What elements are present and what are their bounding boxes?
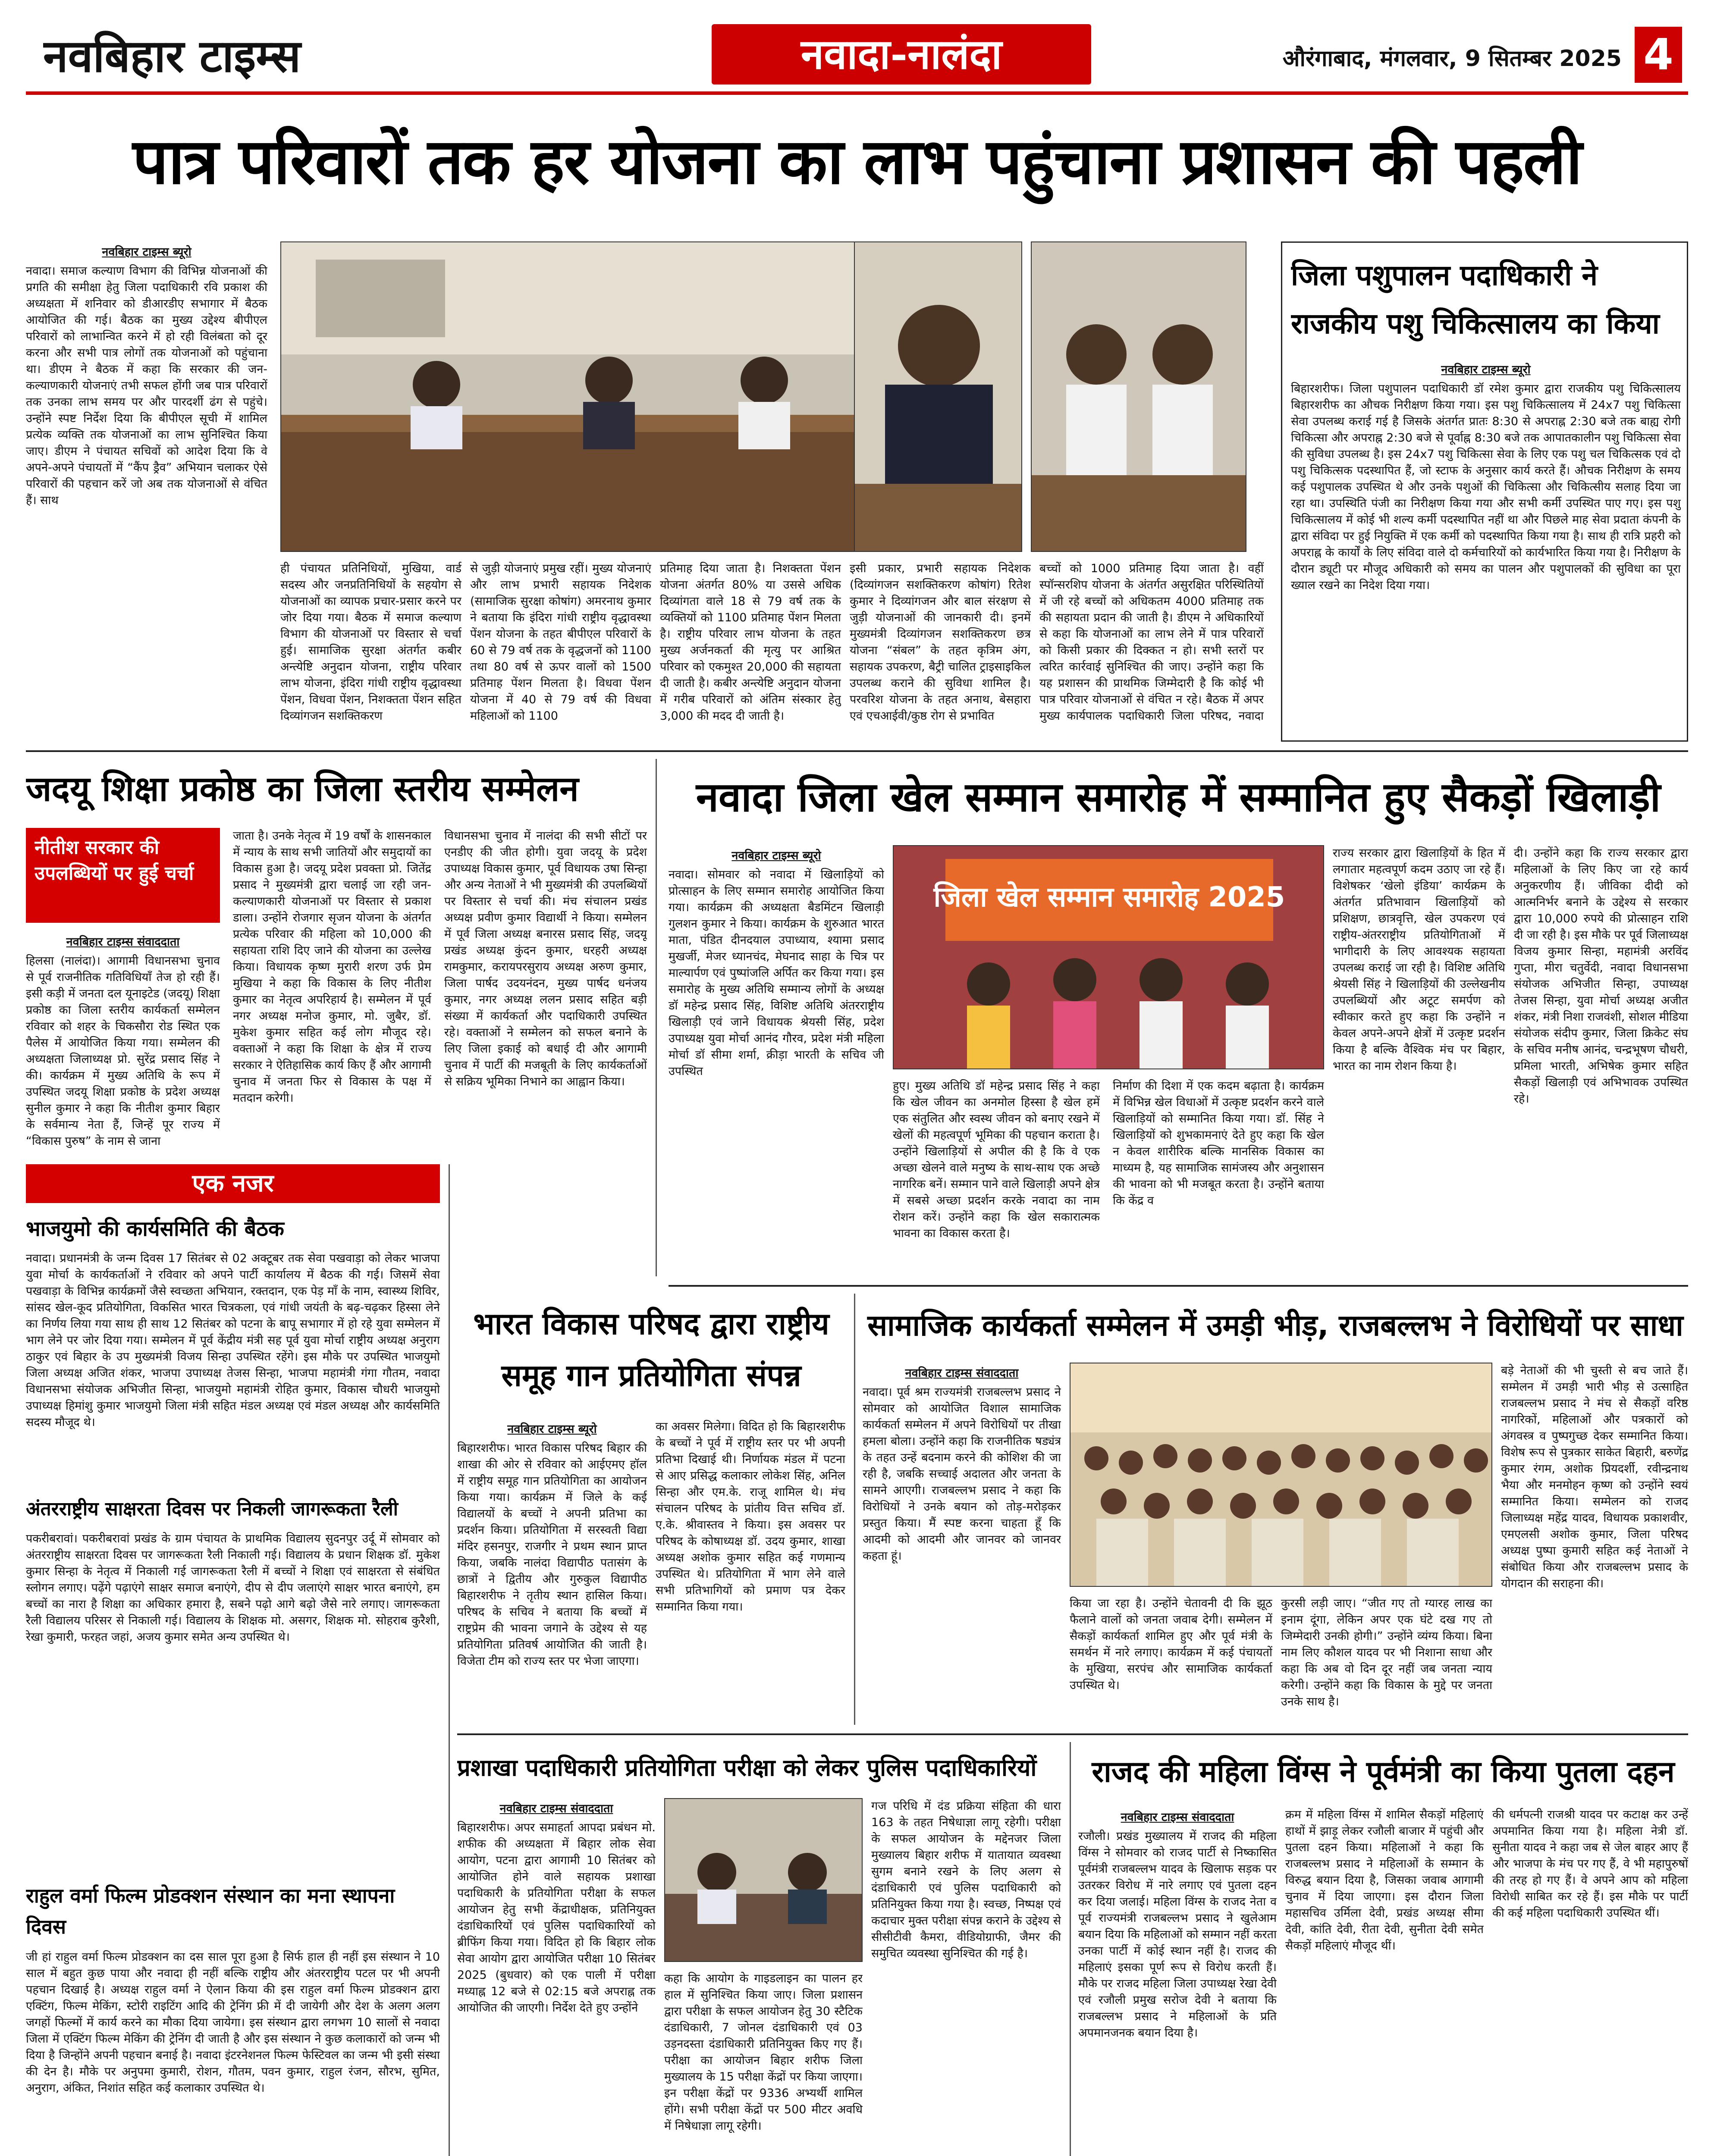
mahila-column-3	[1492, 1807, 1688, 2156]
police-column-2	[664, 1971, 863, 2156]
police-byline: नवबिहार टाइम्स संवाददाता	[499, 1802, 613, 1815]
jdu-column-3	[444, 828, 647, 1156]
samuh-gaan-text-1: बिहारशरीफ। भारत विकास परिषद बिहार की शाखा की ओर से रविवार को आईएमए हॉल में राष्ट्रीय समूह गान प्रतियोगिता का आयोजन किया गया। कार्यक्रम में जिले के कई विद्यालयों के बच्चों ने अपनी प्रतिभा का प्रदर्शन किया। प्रतियोगिता में सरस्वती विद्या मंदिर हसनपुर, राजगीर ने प्रथम स्थान प्राप्त किया, जबकि नालंदा विद्यापीठ पतासंग के छात्रों ने द्वितीय और गुरुकुल विद्यापीठ बिहारशरीफ ने तृतीय स्थान हासिल किया। परिषद के सचिव ने बताया कि बच्चों में राष्ट्रप्रेम की भावना जगाने के उद्देश्य से यह प्रतियोगिता प्रतिवर्ष आयोजित की जाती है। विजेता टीम को राज्य स्तर पर भेजा जाएगा।	[457, 1442, 647, 1668]
samajik-column-3	[1281, 1595, 1492, 1725]
police-column-1	[457, 1798, 656, 2156]
ek-nazar-headline-3: राहुल वर्मा फिल्म प्रोडक्शन संस्थान का मना स्थापना दिवस	[26, 1884, 395, 1938]
police-mahila-divider	[1070, 1742, 1071, 2156]
lead-column-3	[470, 561, 651, 724]
ek-nazar-text-column-2	[26, 1531, 440, 1867]
police-meeting-photo	[664, 1798, 863, 1962]
khel-text-2: हुए। मुख्य अतिथि डॉ महेन्द्र प्रसाद सिंह ने कहा कि खेल जीवन का अनमोल हिस्सा है खेल हमें एक संतुलित और स्वस्थ जीवन को बनाए रखने में खेलों की महत्वपूर्ण भूमिका की पहचान कराता है। उन्होंने खिलाड़ियों से अपील की है कि वे एक अच्छा खेलने वाले मनुष्य के साथ-साथ एक अच्छे नागरिक बनें। सम्मान पाने वाले खिलाड़ी अपने क्षेत्र में सबसे अच्छा प्रदर्शन करके नवादा का नाम रोशन करें। उन्होंने कहा कि खेल सकारात्मक भावना का विकास करता है।	[893, 1079, 1100, 1240]
lead-section-rule	[26, 750, 1688, 752]
mahila-text-1: रजौली। प्रखंड मुख्यालय में राजद की महिला विंग्स ने सोमवार को राजद पार्टी से निष्कासित पूर्वमंत्री राजबल्लभ यादव के खिलाफ सड़क पर उतरकर विरोध में नारे लगाए एवं पुतला दहन कर दिया जलाई। महिला विंग्स के राजद नेता व पूर्व राज्यमंत्री राजबल्लभ प्रसाद ने खुलेआम बयान दिया कि महिलाओं को सम्मान नहीं करता उनका पार्टी में कोई स्थान नहीं है। राजद की महिलाएं इसका पूर्ण रूप से विरोध करती हैं। मौके पर राजद महिला जिला उपाध्यक्ष रेखा देवी एवं रजौली प्रमुख सरोज देवी ने बताया कि राजबल्लभ प्रसाद ने महिलाओं के प्रति अपमानजनक बयान दिया है।	[1078, 1830, 1277, 2040]
samuh-gaan-byline: नवबिहार टाइम्स ब्यूरो	[507, 1423, 597, 1436]
section-label: नवादा-नालंदा	[800, 30, 1002, 78]
police-text-1: बिहारशरीफ। अपर समाहर्ता आपदा प्रबंधन मो. शफीक की अध्यक्षता में बिहार लोक सेवा आयोग, पटना द्वारा आगामी 10 सितंबर को आयोजित होने वाले सहायक प्रशाखा पदाधिकारी के प्रतियोगिता परीक्षा के सफल आयोजन हेतु सभी केंद्राधीक्षक, प्रतिनियुक्त दंडाधिकारियों एवं पुलिस पदाधिकारियों को ब्रीफिंग किया गया। विदित हो कि बिहार लोक सेवा आयोग द्वारा आयोजित परीक्षा 10 सितंबर 2025 (बुधवार) को एक पाली में परीक्षा मध्याह्न 12 बजे से 02:15 बजे अपराह्न तक आयोजित की जाएगी। निर्देश देते हुए उन्होंने	[457, 1821, 656, 2015]
paper-name: नवबिहार टाइम्स	[43, 30, 301, 82]
jdu-headline: जदयू शिक्षा प्रकोष्ठ का जिला स्तरीय सम्मेलन	[26, 769, 579, 809]
khel-stage-photo	[893, 845, 1324, 1069]
lead-column-1	[26, 241, 267, 724]
masthead	[26, 24, 1688, 89]
vet-text: बिहारशरीफ। जिला पशुपालन पदाधिकारी डॉ रमेश कुमार द्वारा राजकीय पशु चिकित्सालय बिहारशरीफ का औचक निरीक्षण किया गया। इस पशु चिकित्सालय में 24x7 पशु चिकित्सा सेवा उपलब्ध कराई गई है जिसके अंतर्गत प्रातः 8:30 से अपराह्न 2:30 बजे तक बाह्य रोगी चिकित्सा और अपराह्न 2:30 बजे से पूर्वाह्न 8:30 बजे तक आपातकालीन पशु चिकित्सा सेवा की सुविधा उपलब्ध है। इस 24x7 पशु चिकित्सा सेवा के लिए एक पशु चल चिकित्सक एवं दो पशु चिकित्सक पदस्थापित हैं, जो स्टाफ के अनुसार कार्य करते हैं। औचक निरीक्षण के समय कई पशुपालक उपस्थित थे और उनके पशुओं की चिकित्सा और चिकित्सीय सलाह दिया जा रहा था। उपस्थिति पंजी का निरीक्षण किया गया और सभी कर्मी उपस्थित पाए गए। इस पशु चिकित्सालय में कोई भी शल्य कर्मी पदस्थापित नहीं था और पिछले माह सेवा प्रदाता कंपनी के द्वारा संविदा पर हुई नियुक्ति में एक कर्मी को पदस्थापित किया गया है। साथ ही रात्रि प्रहरी को अपराह्न के कार्यों के लिए संविदा वाले दो कर्मचारियों को कार्यभारित किया गया है। निरीक्षण के दौरान ड्यूटी पर मौजूद अधिकारी को समय का पालन और पशुपालकों की सुविधा का पूरा ख्याल रखने का निदेश दिया गया।	[1291, 382, 1681, 592]
ek-nazar-headline-2: अंतरराष्ट्रीय साक्षरता दिवस पर निकली जागरूकता रैली	[26, 1498, 399, 1520]
ek-nazar-text-3: जी हां राहुल वर्मा फिल्म प्रोडक्शन का दस साल पूरा हुआ है सिर्फ हाल ही नहीं इस संस्थान ने 10 साल में बहुत कुछ पाया और नवादा ही नहीं बल्कि राष्ट्रीय और अंतरराष्ट्रीय पटल पर भी अपनी पहचान दिखाई है। अध्यक्ष राहुल वर्मा ने ऐलान किया की इस राहुल वर्मा फिल्म प्रोडक्शन द्वारा एक्टिंग, फिल्म मेकिंग, स्टोरी राइटिंग आदि की ट्रेनिंग फ्री में दी जायेगी और देश के अलग अलग जगहों फिल्मों में कार्य करने का मौका दिया जायेगा। इस संस्थान द्वारा लगभग 10 सालों से नवादा जिला में एक्टिंग फिल्म मेकिंग की ट्रेनिंग दी जाती है और इस संस्थान ने कुछ कलाकारों को जन्म भी दिया है जिन्होंने अपनी पहचान बनाई है। नवादा इंटरनेशनल फिल्म फेस्टिवल का जन्म भी इसी संस्था की देन है। मौके पर अनुपमा कुमारी, रोशन, गौतम, पवन कुमार, राहुल रंजन, सौरभ, सुमित, अनुराग, अंकित, निशांत सहित कई कलाकार उपस्थित थे।	[26, 1950, 440, 2095]
khel-text-1: नवादा। सोमवार को नवादा में खिलाड़ियों को प्रोत्साहन के लिए सम्मान समारोह आयोजित किया गया। कार्यक्रम की अध्यक्षता बैडमिंटन खिलाड़ी गुलशन कुमार ने किया। कार्यक्रम के शुरुआत भारत माता, पंडित दीनदयाल उपाध्याय, श्यामा प्रसाद मुखर्जी, मेजर ध्यानचंद, मेघनाद साहा के चित्र पर माल्यार्पण एवं पुष्पांजलि अर्पित कर किया गया। इस समारोह के मुख्य अतिथि सम्मान्य लोगों के अध्यक्ष डॉ महेन्द्र प्रसाद सिंह, विशिष्ट अतिथि अंतरराष्ट्रीय खिलाड़ी एवं जाने विधायक श्रेयसी सिंह, प्रदेश उपाध्यक्ष युवा मोर्चा आनंद गौरव, प्रदेश मंत्री महिला मोर्चा डॉ सीमा शर्मा, क्रीड़ा भारती के सचिव जी उपस्थित	[669, 868, 884, 1078]
samuh-gaan-column-1	[457, 1419, 647, 1720]
lead-headline: पात्र परिवारों तक हर योजना का लाभ पहुंचाना प्रशासन की पहली	[132, 125, 1582, 198]
lead-column-2	[280, 561, 461, 724]
ek-nazar-text-2: पकरीबरावां। पकरीबरावां प्रखंड के ग्राम पंचायत के प्राथमिक विद्यालय सुदनपुर उर्दू में सोमवार को अंतरराष्ट्रीय साक्षरता दिवस पर जागरूकता रैली निकाली गई। विद्यालय के प्रधान शिक्षक डॉ. मुकेश कुमार सिन्हा के नेतृत्व में निकाली गई जागरूकता रैली में बच्चों ने शिक्षा एवं साक्षरता से संबंधित स्लोगन लगाए। पढ़ेंगे पढ़ाएंगे साक्षर समाज बनाएंगे, दीप से दीप जलाएंगे साक्षर भारत बनाएंगे, हम बच्चों का नारा है शिक्षा का अधिकार हमारा है, सबने पढ़ो आगे बढ़ो जैसे नारे लगाए। जागरूकता रैली विद्यालय परिसर से निकाली गई। विद्यालय के शिक्षक मो. असगर, शिक्षक मो. सोहराब कुरैशी, रेखा कुमारी, फरहत जहां, अजय कुमार समेत अन्य उपस्थित थे।	[26, 1532, 440, 1644]
lead-text-1: नवादा। समाज कल्याण विभाग की विभिन्न योजनाओं की प्रगति की समीक्षा हेतु जिला पदाधिकारी रवि प्रकाश की अध्यक्षता में शनिवार को डीआरडीए सभागार में बैठक आयोजित की गई। बैठक का मुख्य उद्देश्य बीपीएल परिवारों को लाभान्वित करने में हो रही विलंबता को दूर करना और सभी पात्र लोगों तक योजनाओं को पहुंचाना था। डीएम ने बैठक में कहा कि सरकार की जन-कल्याणकारी योजनाएं तभी सफल होंगी जब पात्र परिवारों तक उनका लाभ समय पर और पारदर्शी ढंग से पहुंचे। उन्होंने स्पष्ट निर्देश दिया कि बीपीएल सूची में शामिल प्रत्येक व्यक्ति तक योजनाओं का लाभ सुनिश्चित किया जाए। डीएम ने पंचायत सचिवों को आदेश दिया कि वे अपने-अपने पंचायतों में “कैंप ड्रैव” अभियान चलाकर ऐसे परिवारों की पहचान करें जो अब तक योजनाओं से वंचित हैं। साथ	[26, 264, 267, 507]
police-column-3	[871, 1798, 1061, 2156]
ek-nazar-headline-1: भाजयुमो की कार्यसमिति की बैठक	[26, 1217, 284, 1241]
jdu-column-1	[26, 931, 220, 1156]
jdu-text-1: हिलसा (नालंदा)। आगामी विधानसभा चुनाव से पूर्व राजनीतिक गतिविधियाँ तेज हो रही हैं। इसी कड़ी में जनता दल यूनाइटेड (जदयू) शिक्षा प्रकोष्ठ का जिला स्तरीय कार्यकर्ता सम्मेलन रविवार को शहर के चिकसौरा रोड स्थित एक पैलेस में आयोजित किया गया। सम्मेलन की अध्यक्षता जिलाध्यक्ष प्रो. सुरेंद्र प्रसाद सिंह ने की। कार्यक्रम में मुख्य अतिथि के रूप में उपस्थित जदयू शिक्षा प्रकोष्ठ के प्रदेश अध्यक्ष सुनील कुमार ने कहा कि नीतीश कुमार बिहार के सर्वमान्य नेता हैं, जिन्हें पूर राज्य में “विकास पुरुष” के नाम से जाना	[26, 954, 220, 1148]
samajik-text-4: बड़े नेताओं की भी चुस्ती से बच जाते हैं। सम्मेलन में उमड़ी भारी भीड़ से उत्साहित राजबल्लभ प्रसाद ने मंच से सैकड़ों वरिष्ठ नागरिकों, महिलाओं और पत्रकारों को अंगवस्त्र व पुष्पगुच्छ देकर सम्मानित किया। विशेष रूप से पुत्रकार साकेत बिहारी, बरुणेंद्र कुमार रंगम, अशोक प्रियदर्शी, रवीन्द्रनाथ भैया और मनमोहन कृष्ण को उन्होंने स्वयं सम्मानित किया। सम्मेलन को राजद जिलाध्यक्ष महेंद्र यादव, विधायक प्रकाशवीर, एमएलसी अशोक कुमार, जिला परिषद अध्यक्ष पुष्पा कुमारी सहित कई नेताओं ने संबोधित किया और राजबल्लभ प्रसाद के योगदान की सराहना की।	[1501, 1364, 1688, 1590]
samuh-gaan-headline: भारत विकास परिषद द्वारा राष्ट्रीय समूह गान प्रतियोगिता संपन्न	[473, 1306, 829, 1393]
vet-text-column	[1291, 359, 1681, 734]
khel-column-1	[669, 845, 884, 1276]
jdu-byline: नवबिहार टाइम्स संवाददाता	[66, 935, 180, 949]
page-number: 4	[1635, 27, 1682, 83]
ek-nazar-text-column-1	[26, 1250, 440, 1483]
khel-section-rule	[669, 1285, 1688, 1287]
lead-text-4: प्रतिमाह दिया जाता है। निशक्तता पेंशन योजना अंतर्गत 80% या उससे अधिक दिव्यांगता वाले 18 से 79 वर्ष तक के व्यक्तियों को 1100 प्रतिमाह पेंशन मिलता है। राष्ट्रीय परिवार लाभ योजना के तहत मुख्य अर्जनकर्ता की मृत्यु पर आश्रित परिवार को एकमुश्त 20,000 की सहायता दी जाती है। कबीर अन्त्येष्टि अनुदान योजना में गरीब परिवारों को अंतिम संस्कार हेतु 3,000 की मदद दी जाती है।	[660, 562, 841, 723]
khel-column-3	[1113, 1078, 1324, 1276]
vet-box	[1281, 241, 1688, 742]
samuh-gaan-column-2	[656, 1419, 845, 1720]
ek-nazar-divider	[449, 1164, 450, 2156]
police-headline: प्रशाखा पदाधिकारी प्रतियोगिता परीक्षा को लेकर पुलिस पदाधिकारियों	[457, 1754, 1037, 1781]
samajik-text-1: नवादा। पूर्व श्रम राज्यमंत्री राजबल्लभ प्रसाद ने सोमवार को आयोजित विशाल सामाजिक कार्यकर्ता सम्मेलन में अपने विरोधियों पर तीखा हमला बोला। उन्होंने कहा कि राजनीतिक षड्यंत्र के तहत उन्हें बदनाम करने की कोशिश की जा रही है, जबकि सच्चाई अदालत और जनता के सामने आएगी। राजबल्लभ प्रसाद ने कहा कि विरोधियों ने उनके बयान को तोड़-मरोड़कर प्रस्तुत किया। मैं स्पष्ट करना चाहता हूँ कि आदमी को आदमी और जानवर को जानवर कहता हूं।	[863, 1385, 1061, 1563]
lead-official-photo	[854, 241, 1022, 552]
section-tab	[712, 24, 1091, 85]
samajik-text-2: किया जा रहा है। उन्होंने चेतावनी दी कि झूठ फैलाने वालों को जनता जवाब देगी। सम्मेलन में सैकड़ों कार्यकर्ता शामिल हुए और पूर्व मंत्री के समर्थन में नारे लगाए। कार्यक्रम में कई पंचायतों के मुखिया, सरपंच और सामाजिक कार्यकर्ता उपस्थित थे।	[1070, 1597, 1272, 1692]
police-meeting-image	[665, 1799, 863, 1962]
masthead-rule	[26, 91, 1688, 95]
samajik-text-3: कुरसी लड़ी जाए। “जीत गए तो ग्यारह लाख का इनाम दूंगा, लेकिन अपर एक घंटे दख गए तो जिम्मेदारी उनकी होगी।” उन्होंने व्यंग्य किया। बिना नाम लिए कौशल यादव पर भी निशाना साधा और कहा कि अब वो दिन दूर नहीं जब जनता न्याय करेगी। उन्होंने कहा कि विकास के मुद्दे पर जनता उनके साथ है।	[1281, 1597, 1492, 1708]
official-portrait-image	[855, 242, 1022, 552]
samajik-headline: सामाजिक कार्यकर्ता सम्मेलन में उमड़ी भीड़, राजबल्लभ ने विरोधियों पर साधा	[867, 1309, 1683, 1343]
jdu-column-2	[233, 828, 431, 1156]
stage-banner-text: जिला खेल सम्मान समारोह 2025	[933, 881, 1285, 913]
khel-byline: नवबिहार टाइम्स ब्यूरो	[731, 849, 821, 862]
lead-text-3: से जुड़ी योजनाएं प्रमुख रहीं। मुख्य योजनाएं और लाभ प्रभारी सहायक निदेशक (सामाजिक सुरक्षा कोषांग) अमरनाथ कुमार ने बताया कि इंदिरा गांधी राष्ट्रीय वृद्धावस्था पेंशन योजना के तहत बीपीएल परिवारों के 60 से 79 वर्ष तक के वृद्धजनों को 1100 तथा 80 वर्ष से ऊपर वालों को 1500 प्रतिमाह पेंशन मिलता है। विधवा पेंशन योजना में 40 से 79 वर्ष की विधवा महिलाओं को 1100	[470, 562, 651, 723]
mahila-text-2: क्रम में महिला विंग्स में शामिल सैकड़ों महिलाएं हाथों में झाड़ू लेकर रजौली बाजार में पहुंची और पुतला दहन किया। महिलाओं ने कहा कि राजबल्लभ प्रसाद ने महिलाओं के सम्मान के विरुद्ध बयान दिया है, जिसका जवाब आगामी चुनाव में दिया जाएगा। इस दौरान जिला महासचिव उर्मिला देवी, प्रखंड अध्यक्ष सीमा देवी, कांति देवी, रीता देवी, सुनीता देवी समेत सैकड़ों महिलाएं मौजूद थीं।	[1285, 1808, 1484, 1952]
lead-column-5	[850, 561, 1031, 724]
middle-section-rule	[457, 1733, 1688, 1735]
khel-column-2	[893, 1078, 1100, 1276]
lead-column-6	[1039, 241, 1264, 724]
mahila-column-1	[1078, 1807, 1277, 2156]
lead-text-5: इसी प्रकार, प्रभारी सहायक निदेशक (दिव्यांगजन सशक्तिकरण कोषांग) रितेश कुमार ने दिव्यांगजन और बाल संरक्षण से जुड़ी योजनाओं की जानकारी दी। इनमें मुख्यमंत्री दिव्यांगजन सशक्तिकरण छत्र योजना “संबल” के तहत कृत्रिम अंग, सहायक उपकरण, बैट्री चालित ट्राइसाइकिल उपलब्ध कराने की सुविधा शामिल है। परवरिश योजना के तहत अनाथ, बेसहारा एवं एचआईवी/कुष्ठ रोग से प्रभावित	[850, 562, 1031, 723]
stage-ceremony-image	[894, 846, 1324, 1069]
police-text-3: गज परिधि में दंड प्रक्रिया संहिता की धारा 163 के तहत निषेधाज्ञा लागू रहेगी। परीक्षा के सफल आयोजन के मद्देनजर जिला मुख्यालय बिहार शरीफ में यातायात व्यवस्था सुगम बनाने रखने के लिए अलग से दंडाधिकारी एवं पुलिस पदाधिकारी को प्रतिनियुक्त किया गया है। स्वच्छ, निष्पक्ष एवं कदाचार मुक्त परीक्षा संपन्न कराने के उद्देश्य से सीसीटीवी कैमरा, वीडियोग्राफी, जैमर की समुचित व्यवस्था सुनिश्चित की गई है।	[871, 1799, 1061, 1960]
jdu-khel-divider	[656, 759, 657, 1276]
samajik-column-1	[863, 1363, 1061, 1725]
lead-text-2: ही पंचायत प्रतिनिधियों, मुखिया, वार्ड सदस्य और जनप्रतिनिधियों के सहयोग से योजनाओं का व्यापक प्रचार-प्रसार करने पर जोर दिया गया। बैठक में समाज कल्याण विभाग की योजनाओं पर विस्तार से चर्चा हुई। सामाजिक सुरक्षा अंतर्गत कबीर अन्त्येष्टि अनुदान योजना, राष्ट्रीय परिवार लाभ योजना, इंदिरा गांधी राष्ट्रीय वृद्धावस्था पेंशन, विधवा पेंशन, निशक्तता पेंशन सहित दिव्यांगजन सशक्तिकरण	[280, 562, 461, 723]
mahila-headline: राजद की महिला विंग्स ने पूर्वमंत्री का किया पुतला दहन	[1092, 1755, 1675, 1789]
ek-nazar-text-column-3	[26, 1949, 440, 2156]
vet-headline: जिला पशुपालन पदाधिकारी ने राजकीय पशु चिकित्सालय का किया	[1291, 259, 1660, 340]
ek-nazar-title: एक नजर	[192, 1169, 274, 1197]
dateline: औरंगाबाद, मंगलवार, 9 सितम्बर 2025	[1282, 46, 1622, 72]
samuh-samajik-divider	[854, 1294, 855, 1725]
khel-text-5: दी। उन्होंने कहा कि राज्य सरकार द्वारा महिलाओं के लिए किए जा रहे कार्य अनुकरणीय हैं। जीविका दीदी को आत्मनिर्भर बनाने के उद्देश्य से सरकार द्वारा 10,000 रुपये की प्रोत्साहन राशि दी जा रही है। इस मौके पर पूर्व जिलाध्यक्ष विजय कुमार सिन्हा, महामंत्री अरविंद गुप्ता, मीरा चतुर्वेदी, नवादा विधानसभा संयोजक अभिजीत सिन्हा, उपाध्यक्ष तेजस सिन्हा, युवा मोर्चा अध्यक्ष अजीत शंकर, मंत्री निशा राजवंशी, सोशल मीडिया संयोजक संदीप कुमार, जिला क्रिकेट संघ के सचिव मनीष आनंद, चन्द्रभूषण चौधरी, प्रमिला भारती, अभिषेक कुमार सहित सैकड़ों खिलाड़ी एवं अभिभावक उपस्थित रहे।	[1514, 846, 1688, 1106]
samajik-byline: नवबिहार टाइम्स संवाददाता	[905, 1366, 1019, 1380]
samajik-column-2	[1070, 1595, 1272, 1725]
lead-column-4	[660, 561, 841, 724]
vet-byline: नवबिहार टाइम्स ब्यूरो	[1441, 363, 1531, 376]
crowd-image	[1070, 1363, 1492, 1587]
jdu-text-2: जाता है। उनके नेतृत्व में 19 वर्षों के शासनकाल में न्याय के साथ सभी जातियों और समुदायों का विकास हुआ है। जदयू प्रदेश प्रवक्ता प्रो. जितेंद्र प्रसाद ने मुख्यमंत्री द्वारा चलाई जा रही जन-कल्याणकारी योजनाओं पर विस्तार से प्रकाश डाला। उन्होंने रोजगार सृजन योजना के अंतर्गत प्रत्येक परिवार की महिला को 10,000 की सहायता राशि दिए जाने की योजना का उल्लेख किया। विधायक कृष्ण मुरारी शरण उर्फ प्रेम मुखिया ने कहा कि विकास के लिए नीतीश कुमार का नेतृत्व अपरिहार्य है। सम्मेलन में पूर्व नगर अध्यक्ष मनोज कुमार, मो. जुबैर, डॉ. मुकेश कुमार सहित कई लोग मौजूद रहे। वक्ताओं ने कहा कि शिक्षा के क्षेत्र में राज्य सरकार ने ऐतिहासिक कार्य किए हैं और आगामी चुनाव में जनता फिर से विकास के पक्ष में मतदान करेगी।	[233, 829, 431, 1105]
khel-column-5	[1514, 845, 1688, 1276]
samajik-column-4	[1501, 1363, 1688, 1725]
khel-text-3: निर्माण की दिशा में एक कदम बढ़ाता है। कार्यक्रम में विभिन्न खेल विधाओं में उत्कृष्ट प्रदर्शन करने वाले खिलाड़ियों को सम्मानित किया गया। डॉ. सिंह ने खिलाड़ियों को शुभकामनाएं देते हुए कहा कि खेल न केवल शारीरिक बल्कि मानसिक विकास का माध्यम है, यह सामाजिक सामंजस्य और अनुशासन की भावना को भी मजबूत करता है। उन्होंने बताया कि केंद्र व	[1113, 1079, 1324, 1207]
khel-text-4: राज्य सरकार द्वारा खिलाड़ियों के हित में लगातार महत्वपूर्ण कदम उठाए जा रहे हैं। विशेषकर ‘खेलो इंडिया’ कार्यक्रम के अंतर्गत प्रतिभावान खिलाड़ियों को प्रशिक्षण, छात्रवृत्ति, खेल उपकरण एवं राष्ट्रीय-अंतरराष्ट्रीय प्रतियोगिताओं में भागीदारी के लिए आवश्यक सहायता उपलब्ध कराई जा रही है। विशिष्ट अतिथि श्रेयसी सिंह ने खिलाड़ियों की उल्लेखनीय उपलब्धियों और अटूट समर्पण को स्वीकार करते हुए कहा कि उन्होंने न केवल अपने-अपने क्षेत्रों में उत्कृष्ट प्रदर्शन किया है बल्कि वैश्विक मंच पर बिहार, भारत का नाम रोशन किया है।	[1333, 846, 1505, 1073]
police-text-2: कहा कि आयोग के गाइडलाइन का पालन हर हाल में सुनिश्चित किया जाए। जिला प्रशासन द्वारा परीक्षा के सफल आयोजन हेतु 30 स्टैटिक दंडाधिकारी, 7 जोनल दंडाधिकारी एवं 03 उड़नदस्ता दंडाधिकारी प्रतिनियुक्त किए गए हैं। परीक्षा का आयोजन बिहार शरीफ जिला मुख्यालय के 15 परीक्षा केंद्रों पर किया जाएगा। इन परीक्षा केंद्रों पर 9336 अभ्यर्थी शामिल होंगे। सभी परीक्षा केंद्रों पर 500 मीटर अवधि में निषेधाज्ञा लागू रहेगी।	[664, 1972, 863, 2133]
khel-column-4	[1333, 845, 1505, 1276]
mahila-column-2	[1285, 1807, 1484, 2156]
mahila-byline: नवबिहार टाइम्स संवाददाता	[1121, 1811, 1234, 1824]
ek-nazar-text-1: नवादा। प्रधानमंत्री के जन्म दिवस 17 सितंबर से 02 अक्टूबर तक सेवा पखवाड़ा को लेकर भाजपा युवा मोर्चा के कार्यकर्ताओं ने रविवार को अपने पार्टी कार्यालय में बैठक की गई। जिसमें सेवा पखवाड़ा के विभिन्न कार्यक्रमों जैसे स्वच्छता अभियान, रक्तदान, एक पेड़ माँ के नाम, स्वास्थ्य शिविर, सांसद खेल-कूद प्रतियोगिता, विकसित भारत चित्रकला, एवं गांधी जयंती के बढ़-चढ़कर हिस्सा लेने का निर्णय लिया गया साथ ही साथ 12 सितंबर को पटना के बापू सभागार में हो रहे युवा सम्मेलन में भाग लेने पर जोर दिया गया। सम्मेलन में पूर्व केंद्रीय मंत्री सह पूर्व युवा मोर्चा राष्ट्रीय अध्यक्ष अनुराग ठाकुर एवं बिहार के उप मुख्यमंत्री विजय सिन्हा उपस्थित रहेंगे। इस मौके पर उपस्थित भाजयुमो जिला अध्यक्ष अजित शंकर, भाजपा उपाध्यक्ष तेजस सिन्हा, भाजपा महामंत्री गंगा गौतम, नवादा विधानसभा संयोजक अभिजीत सिन्हा, भाजयुमो महामंत्री रोहित कुमार, विकास चौधरी भाजयुमो उपाध्यक्ष हिमांशु कुमार भाजयुमो जिला मंत्री सहित मंडल अध्यक्ष एवं मंडल अध्यक्ष और कार्यसमिति सदस्य मौजूद थे।	[26, 1252, 440, 1429]
samajik-crowd-photo	[1070, 1363, 1492, 1587]
mahila-text-3: की धर्मपत्नी राजश्री यादव पर कटाक्ष कर उन्हें अपमानित किया गया है। महिला नेत्री डॉ. सुनीता यादव ने कहा जब से जेल बाहर आए हैं और भाजपा के मंच पर गए हैं, वे भी महापुरुषों की तरह हो गए हैं। वे अपने आप को महिला विरोधी साबित कर रहे हैं। इस मौके पर पार्टी की कई महिला पदाधिकारी उपस्थित थीं।	[1492, 1808, 1688, 1920]
ek-nazar-header	[26, 1164, 440, 1203]
samuh-gaan-text-2: का अवसर मिलेगा। विदित हो कि बिहारशरीफ के बच्चों ने पूर्व में राष्ट्रीय स्तर पर भी अपनी प्रतिभा दिखाई थी। निर्णायक मंडल में पटना से आए प्रसिद्ध कलाकार लोकेश सिंह, अनिल सिन्हा और एम.के. राजू शामिल थे। मंच संचालन परिषद के प्रांतीय वित्त सचिव डॉ. ए.के. श्रीवास्तव ने किया। इस अवसर पर परिषद के कोषाध्यक्ष डॉ. उदय कुमार, शाखा अध्यक्ष अशोक कुमार सहित कई गणमान्य उपस्थित थे। प्रतियोगिता में भाग लेने वाले सभी प्रतिभागियों को प्रमाण पत्र देकर सम्मानित किया गया।	[656, 1420, 845, 1614]
jdu-text-3: विधानसभा चुनाव में नालंदा की सभी सीटों पर एनडीए की जीत होगी। युवा जदयू के प्रदेश उपाध्यक्ष विकास कुमार, पूर्व विधायक उषा सिन्हा और अन्य नेताओं ने भी मुख्यमंत्री की उपलब्धियों पर विस्तार से चर्चा की। मंच संचालन प्रखंड अध्यक्ष प्रवीण कुमार विद्यार्थी ने किया। सम्मेलन में पूर्व जिला अध्यक्ष बनारस प्रसाद सिंह, जदयू प्रखंड अध्यक्ष कुंदन कुमार, धरहरी अध्यक्ष रामकुमार, करायपरसुराय अध्यक्ष अरुण कुमार, जिला पार्षद उदयनंदन, मुख्य पार्षद धनंजय कुमार, नगर अध्यक्ष ललन प्रसाद सहित बड़ी संख्या में कार्यकर्ता और पदाधिकारी उपस्थित रहे। वक्ताओं ने सम्मेलन को सफल बनाने के लिए जिला इकाई को बधाई दी और आगामी चुनाव में पार्टी की मजबूती के लिए कार्यकर्ताओं से सक्रिय भूमिका निभाने का आह्वान किया।	[444, 829, 647, 1088]
lead-byline: नवबिहार टाइम्स ब्यूरो	[102, 245, 191, 259]
lead-text-6: बच्चों को 1000 प्रतिमाह दिया जाता है। वहीं स्पॉन्सरशिप योजना के अंतर्गत असुरक्षित परिस्थितियों में जी रहे बच्चों को अधिकतम 4000 प्रतिमाह तक की सहायता प्रदान की जाती है। डीएम ने अधिकारियों से कहा कि योजनाओं का लाभ लेने में पात्र परिवारों को किसी प्रकार की दिक्कत न हो। सभी स्तरों पर त्वरित कार्रवाई सुनिश्चित की जाए। उन्होंने कहा कि यह प्रशासन की प्राथमिक जिम्मेदारी है कि कोई भी पात्र परिवार योजनाओं से वंचित न रहे। बैठक में अपर मुख्य कार्यपालक पदाधिकारी जिला परिषद, नवादा	[1039, 562, 1264, 723]
khel-headline: नवादा जिला खेल सम्मान समारोह में सम्मानित हुए सैकड़ों खिलाड़ी	[696, 774, 1661, 821]
jdu-callout-text: नीतीश सरकार की उपलब्धियों पर हुई चर्चा	[35, 837, 194, 884]
jdu-callout	[26, 828, 220, 923]
